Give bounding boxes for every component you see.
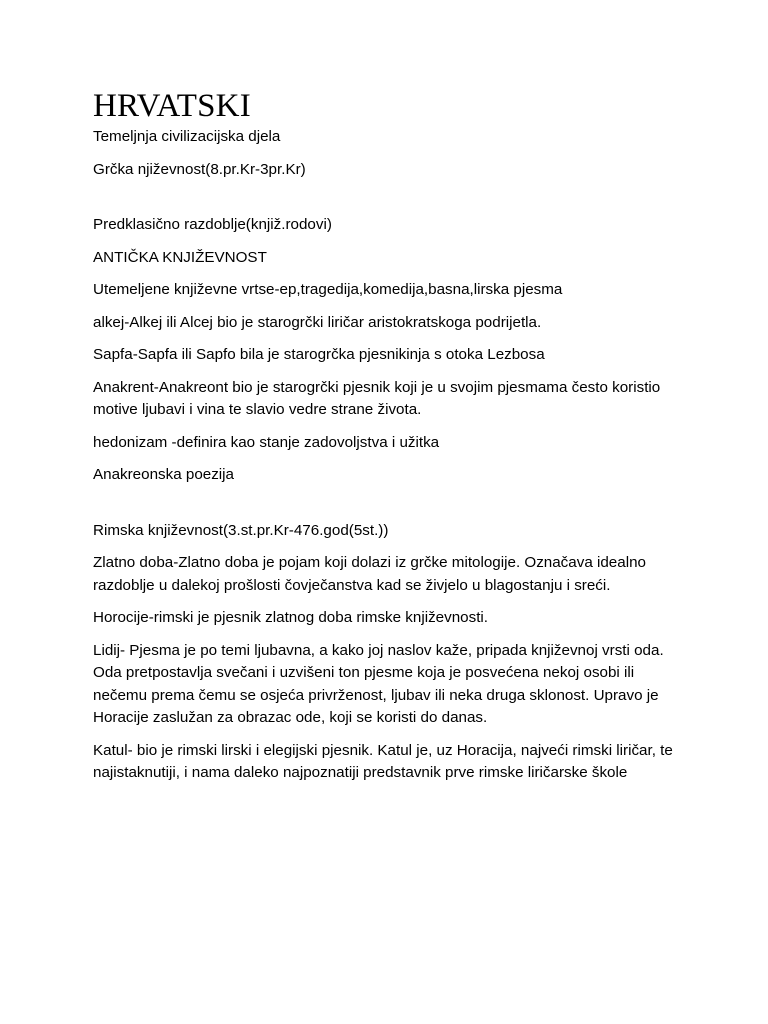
paragraph-literary-genres: Utemeljene književne vrtse-ep,tragedija,komedija,basna,lirska pjesma <box>93 281 563 298</box>
document-body <box>93 88 683 795</box>
paragraph-anakreont: Anakrent-Anakreont bio je starogrčki pjesnik koji je u svojim pjesmama često koristio motive ljubavi i vina te slavio vedre strane života. <box>93 378 661 418</box>
paragraph-preclassical-period: Predklasično razdoblje(knjiž.rodovi) <box>93 216 332 233</box>
paragraph-ancient-literature-heading: ANTIČKA KNJIŽEVNOST <box>93 248 267 266</box>
paragraph-horacije: Horocije-rimski je pjesnik zlatnog doba rimske književnosti. <box>93 609 489 626</box>
paragraph-lidij: Lidij- Pjesma je po temi ljubavna, a kako joj naslov kaže, pripada književnoj vrsti oda. Oda pretpostavlja svečani i uzvišeni ton pjesme koja je posvećena nekoj osobi ili nečemu prema čemu se osjeća privrženost, ljubav ili neka druga sklonost. Upravo je Horacije zaslužan za obrazac ode, koji se koristi do danas. <box>93 641 664 726</box>
paragraph-civilization-works: Temeljnja civilizacijska djela <box>93 128 281 145</box>
paragraph-sapfa: Sapfa-Sapfa ili Sapfo bila je starogrčka pjesnikinja s otoka Lezbosa <box>93 346 545 363</box>
paragraph-katul: Katul- bio je rimski lirski i elegijski pjesnik. Katul je, uz Horacija, najveći rimski liričar, te najistaknutiji, i nama daleko najpoznatiji predstavnik prve rimske liričarske škole <box>93 741 673 781</box>
paragraph-anakreonska-poezija: Anakreonska poezija <box>93 466 234 483</box>
paragraph-greek-literature: Grčka njiževnost(8.pr.Kr-3pr.Kr) <box>93 160 306 178</box>
blank-line <box>93 191 683 214</box>
paragraph-roman-literature: Rimska književnost(3.st.pr.Kr-476.god(5st.)) <box>93 521 389 539</box>
paragraph-alkej: alkej-Alkej ili Alcej bio je starogrčki liričar aristokratskoga podrijetla. <box>93 313 542 331</box>
paragraph-hedonizam: hedonizam -definira kao stanje zadovoljstva i užitka <box>93 433 440 451</box>
document-title: HRVATSKI <box>93 88 251 124</box>
paragraph-zlatno-doba: Zlatno doba-Zlatno doba je pojam koji dolazi iz grčke mitologije. Označava idealno razdoblje u dalekoj prošlosti čovječanstva kad se živjelo u blagostanju i sreći. <box>93 554 646 594</box>
blank-line <box>93 497 683 520</box>
